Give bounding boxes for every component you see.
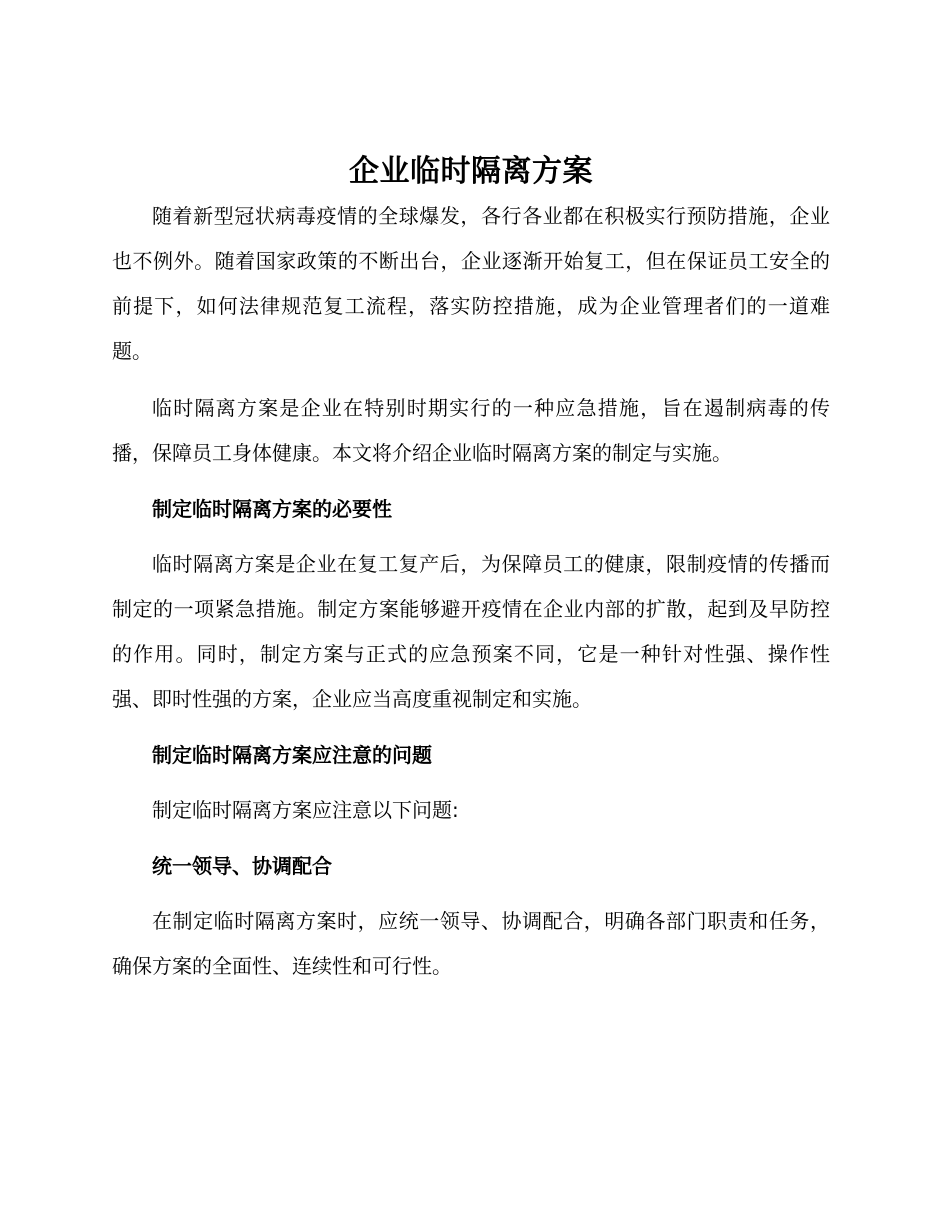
document-title: 企业临时隔离方案 [349,154,593,189]
paragraph-gap [112,833,830,845]
paragraph-gap [112,887,830,899]
paragraph-gap [112,776,830,788]
paragraph-intro: 随着新型冠状病毒疫情的全球爆发，各行各业都在积极实行预防措施，企业也不例外。随着国家政策的不断出台，企业逐渐开始复工，但在保证员工安全的前提下，如何法律规范复工流程，落实防控措施，成为企业管理者们的一道难题。 [112,204,830,363]
paragraph-leadership: 在制定临时隔离方案时，应统一领导、协调配合，明确各部门职责和任务，确保方案的全面性、连续性和可行性。 [112,909,830,978]
paragraph-definition: 临时隔离方案是企业在特别时期实行的一种应急措施，旨在遏制病毒的传播，保障员工身体健康。本文将介绍企业临时隔离方案的制定与实施。 [112,396,830,465]
section-heading-necessity: 制定临时隔离方案的必要性 [152,497,392,521]
section-heading-leadership: 统一领导、协调配合 [152,854,332,878]
paragraph-gap [112,374,830,386]
document-body [112,150,830,989]
section-heading-issues: 制定临时隔离方案应注意的问题 [152,743,432,767]
paragraph-gap [112,722,830,734]
paragraph-gap [112,476,830,488]
paragraph-gap [112,530,830,542]
paragraph-necessity: 临时隔离方案是企业在复工复产后，为保障员工的健康，限制疫情的传播而制定的一项紧急措施。制定方案能够避开疫情在企业内部的扩散，起到及早防控的作用。同时，制定方案与正式的应急预案不同，它是一种针对性强、操作性强、即时性强的方案，企业应当高度重视制定和实施。 [112,552,830,711]
paragraph-issues-intro: 制定临时隔离方案应注意以下问题: [152,798,459,822]
